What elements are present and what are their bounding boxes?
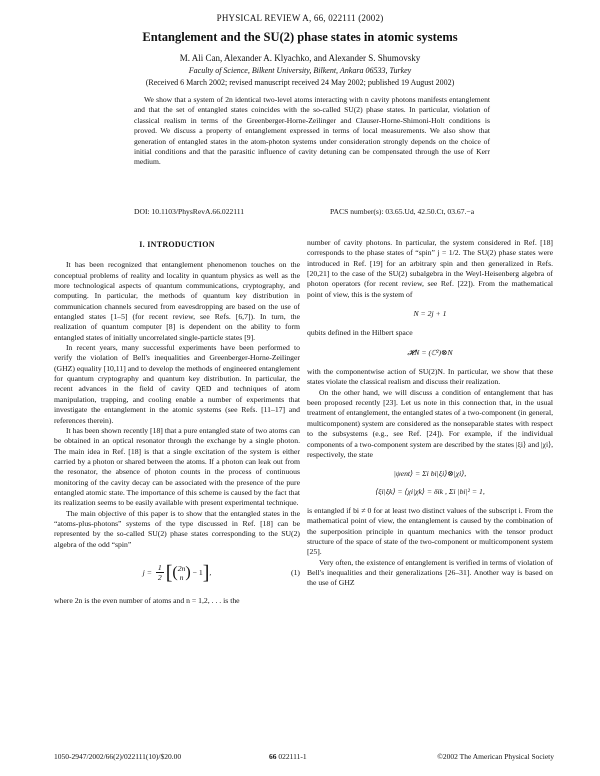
paragraph: is entangled if bi ≠ 0 for at least two distinct values of the subscript i. From the mathematical point of view, the entanglement is caused by the combination of the superposition principle in quantum mechanics with the tensor product structure of the space of state of the two-component or multicomponent system [25]. bbox=[307, 505, 553, 557]
eq1-minus: − 1 bbox=[192, 567, 203, 577]
eq1-binom-top: 2n bbox=[177, 563, 186, 573]
affiliation: Faculty of Science, Bilkent University, Bilkent, Ankara 06533, Turkey bbox=[188, 66, 412, 75]
eq1-binom-bottom: n bbox=[179, 572, 184, 582]
paragraph: It has been shown recently [18] that a pure entangled state of two atoms can be obtained in an optical resonator through the exchange by a single photon. The main idea in Ref. [18] is that a single excitation of the system is either carried by a photon or shared between the atoms. If a photon can leak out from the resonator, the absence of photon counts in the process of continuous monitoring of the cavity decay can be associated with the presence of the pure entangled atomic state. The importance of this scheme is caused by the fact that its realization seems to be easily available with present experimental technique. bbox=[54, 425, 300, 508]
equation-2: N = 2j + 1 bbox=[413, 309, 447, 319]
right-column bbox=[307, 238, 553, 589]
equation-5: ⟨ξi|ξk⟩ = ⟨χi|χk⟩ = δik , Σi |bi|² = 1, bbox=[375, 486, 485, 496]
equation-4: |ψent⟩ = Σi bi|ξi⟩⊗|χi⟩, bbox=[393, 469, 467, 479]
paragraph: On the other hand, we will discuss a condition of entanglement that has been proposed recently [23]. Let us note in this connection that, in the usual treatment of entanglement, the entangled states of a two-component (in general, multicomponent) system are considered as the nonseparable states with respect to the subsystems (e.g., see Ref. [24]). For example, if the individual components of a two-component system are described by the states |ξi⟩ and |χi⟩, respectively, the state bbox=[307, 387, 553, 459]
eq1-binomial bbox=[178, 564, 186, 582]
author-list: M. Ali Can, Alexander A. Klyachko, and Alexander S. Shumovsky bbox=[179, 53, 421, 63]
section-heading: I. INTRODUCTION bbox=[139, 240, 215, 249]
paper-title: Entanglement and the SU(2) phase states in atomic systems bbox=[142, 30, 458, 44]
abstract: We show that a system of 2n identical two-level atoms interacting with n cavity photons manifests entanglement and that the set of entangled states coincides with the so-called SU(2) phase states. In particular, violation of classical realism in terms of the Greenberger-Horne-Zeilinger and Clauser-Horne-Shimoni-Holt conditions is proved. We discuss a property of entanglement expressed in terms of local measurements. We also show that generation of entangled states in the atom-photon systems under consideration strongly depends on the choice of initial conditions and that the parasitic influence of cavity detuning can be compensated through the use of Kerr medium. bbox=[134, 95, 490, 167]
pacs-numbers: PACS number(s): 03.65.Ud, 42.50.Ct, 03.67.−a bbox=[330, 207, 475, 216]
journal-header: PHYSICAL REVIEW A, 66, 022111 (2002) bbox=[216, 13, 384, 23]
eq1-number: (1) bbox=[291, 567, 300, 577]
eq1-fraction bbox=[156, 563, 164, 582]
eq1-lhs: j = bbox=[142, 567, 152, 577]
footer-code: 1050-2947/2002/66(2)/022111(10)/$20.00 bbox=[54, 752, 182, 761]
eq1-frac-den: 2 bbox=[157, 573, 162, 583]
paragraph: The main objective of this paper is to show that the entangled states in the “atoms-plus-photons” systems of the type discussed in Ref. [18] can be represented by the so-called SU(2) phase states corresponding to the SU(2) algebra of the odd “spin” bbox=[54, 508, 300, 549]
equation-1: j = $\frac{1}{2}$ [ ( 2n n ) − 1 ] , (1) bbox=[142, 561, 300, 584]
doi[interactable]: DOI: 10.1103/PhysRevA.66.022111 bbox=[134, 207, 245, 216]
paragraph: Very often, the existence of entanglement is verified in terms of violation of Bell's inequalities and their generalizations [26–31]. Another way is based on the use of GHZ bbox=[307, 557, 553, 588]
paragraph: qubits defined in the Hilbert space bbox=[307, 328, 413, 338]
left-column bbox=[54, 238, 300, 606]
footer-copyright: ©2002 The American Physical Society bbox=[437, 752, 554, 761]
paragraph: In recent years, many successful experiments have been performed to verify the violation of Bell's inequalities and Greenberger-Horne-Zeilinger (GHZ) equality [10,11] and to develop the methods of engineered entanglement for quantum cryptography and quantum key distribution. In particular, the recent advances in the field of cavity QED and techniques of atom manipulation, trapping, and cooling enable a number of experiments that investigate the entanglement in the atomic systems (see Refs. [11–17] and references therein). bbox=[54, 343, 300, 425]
paragraph: where 2n is the even number of atoms and n = 1,2, . . . is the bbox=[54, 595, 240, 605]
footer-page bbox=[269, 752, 307, 761]
footer-page-number: 022111-1 bbox=[278, 752, 307, 761]
paragraph: number of cavity photons. In particular, the system considered in Ref. [18] corresponds to the phase states of “spin” j = 1/2. The SU(2) phase states were introduced in Ref. [19] for an arbitrary spin and then generalized in Refs. [20,21] to the case of the SU(2) subalgebra in the Weyl-Heisenberg algebra of photon operators (for recent review, see Ref. [22]). From the mathematical point of view, this is the system of bbox=[307, 238, 553, 299]
paragraph: It has been recognized that entanglement phenomenon touches on the conceptual problems of reality and locality in quantum physics as well as the more technological aspects of quantum communications, cryptography, and computing. In particular, the methods of quantum key distribution in communication channels secured from eavesdropping are based on the use of entangled states [1–5] (for recent review, see Refs. [6,7]). In turn, the realization of quantum computer [8] is dependent on the ability to form entangled states of initially uncorrelated single-particle states [9]. bbox=[54, 260, 300, 342]
received-dates: (Received 6 March 2002; revised manuscript received 24 May 2002; published 19 August 2002) bbox=[145, 78, 455, 87]
eq1-frac-num: 1 bbox=[157, 563, 162, 573]
equation-3: 𝓗N = (ℂ²)⊗N bbox=[407, 347, 453, 357]
footer-volume: 66 bbox=[269, 752, 277, 761]
paragraph: with the componentwise action of SU(2)N. In particular, we show that these states violate the classical realism and discuss their realization. bbox=[307, 367, 553, 387]
